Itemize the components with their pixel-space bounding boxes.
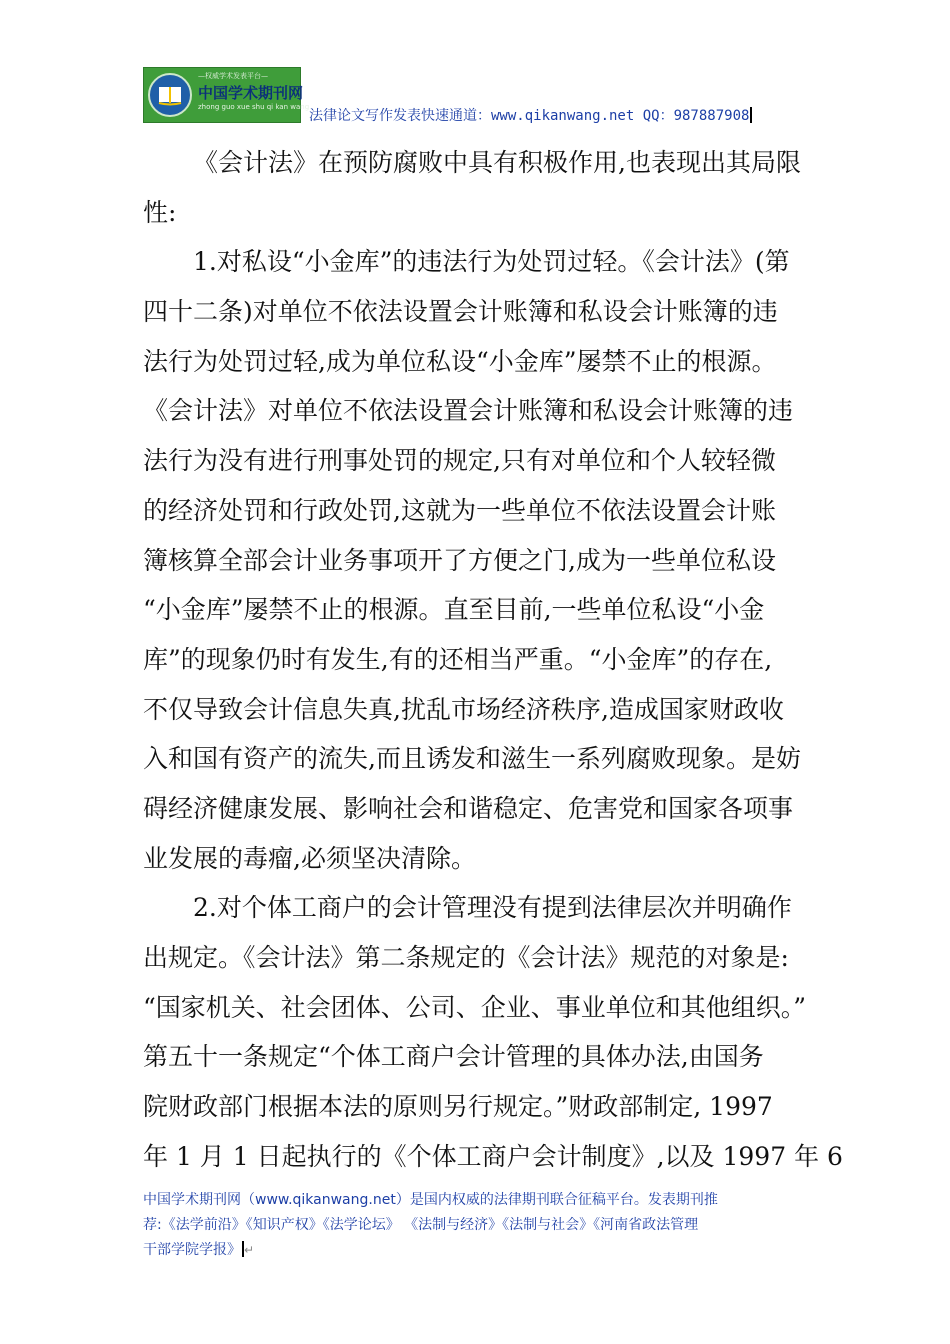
body-text-line: 院财政部门根据本法的原则另行规定。”财政部制定, 1997 — [143, 1092, 773, 1122]
footer-line — [143, 1238, 823, 1263]
body-text-line: 簿核算全部会计业务事项开了方便之门,成为一些单位私设 — [143, 545, 776, 575]
page-footer — [143, 1188, 823, 1263]
footer-line — [143, 1213, 823, 1238]
footer-line — [143, 1188, 823, 1213]
site-logo[interactable] — [143, 67, 310, 123]
body-text-line: 1.对私设“小金库”的违法行为处罚过轻。《会计法》(第 — [193, 247, 790, 277]
body-text-line: 2.对个体工商户的会计管理没有提到法律层次并明确作 — [193, 893, 792, 923]
body-text-line: 的经济处罚和行政处罚,这就为一些单位不依法设置会计账 — [143, 495, 776, 525]
logo-title: 中国学术期刊网 — [198, 84, 304, 102]
body-text-line: 第五十一条规定“个体工商户会计管理的具体办法,由国务 — [143, 1042, 764, 1072]
body-text-line: 不仅导致会计信息失真,扰乱市场经济秩序,造成国家财政收 — [143, 694, 784, 724]
logo-pinyin: zhong guo xue shu qi kan wang — [198, 103, 310, 111]
body-text-line: 出规定。《会计法》第二条规定的《会计法》规范的对象是: — [143, 943, 789, 972]
article-body — [143, 138, 843, 1181]
footer-line-text: 荐:《法学前沿》《知识产权》《法学论坛》 《法制与经济》《法制与社会》《河南省政法管理 — [143, 1217, 699, 1233]
body-text-line: 性: — [143, 197, 177, 227]
body-text-line: 法行为没有进行刑事处罚的规定,只有对单位和个人较轻微 — [143, 446, 776, 476]
body-text-line: 年 1 月 1 日起执行的《个体工商户会计制度》,以及 1997 年 6 — [143, 1141, 843, 1171]
book-emblem-icon — [148, 73, 192, 117]
footer-line-text: 干部学院学报》 — [143, 1242, 241, 1258]
body-text-line: 业发展的毒瘤,必须坚决清除。 — [143, 843, 476, 873]
body-text-line: 《会计法》对单位不依法设置会计账簿和私设会计账簿的违 — [143, 396, 794, 426]
logo-slogan: —权威学术发表平台— — [198, 72, 268, 80]
header-channel-link[interactable] — [309, 105, 752, 125]
body-text-line: 入和国有资产的流失,而且诱发和滋生一系列腐败现象。是妨 — [143, 744, 801, 774]
body-text-line: 法行为处罚过轻,成为单位私设“小金库”屡禁不止的根源。 — [143, 346, 777, 376]
header-channel-text: 法律论文写作发表快速通道：www.qikanwang.net QQ：987887908 — [309, 108, 750, 124]
body-text-line: 《会计法》在预防腐败中具有积极作用,也表现出其局限 — [193, 148, 801, 177]
body-text-line: “国家机关、社会团体、公司、企业、事业单位和其他组织。” — [143, 992, 807, 1022]
paragraph-return-icon: ↵ — [244, 1243, 255, 1257]
body-text-line: 四十二条)对单位不依法设置会计账簿和私设会计账簿的违 — [143, 297, 778, 327]
page-header — [143, 67, 813, 125]
body-text-line: 库”的现象仍时有发生,有的还相当严重。“小金库”的存在, — [143, 644, 773, 674]
body-text-line: 碍经济健康发展、影响社会和谐稳定、危害党和国家各项事 — [143, 793, 794, 823]
text-cursor — [750, 107, 752, 123]
footer-line-text: 中国学术期刊网（www.qikanwang.net）是国内权威的法律期刊联合征稿平台。发表期刊推 — [143, 1192, 718, 1208]
body-text-line: “小金库”屡禁不止的根源。直至目前,一些单位私设“小金 — [143, 595, 765, 625]
